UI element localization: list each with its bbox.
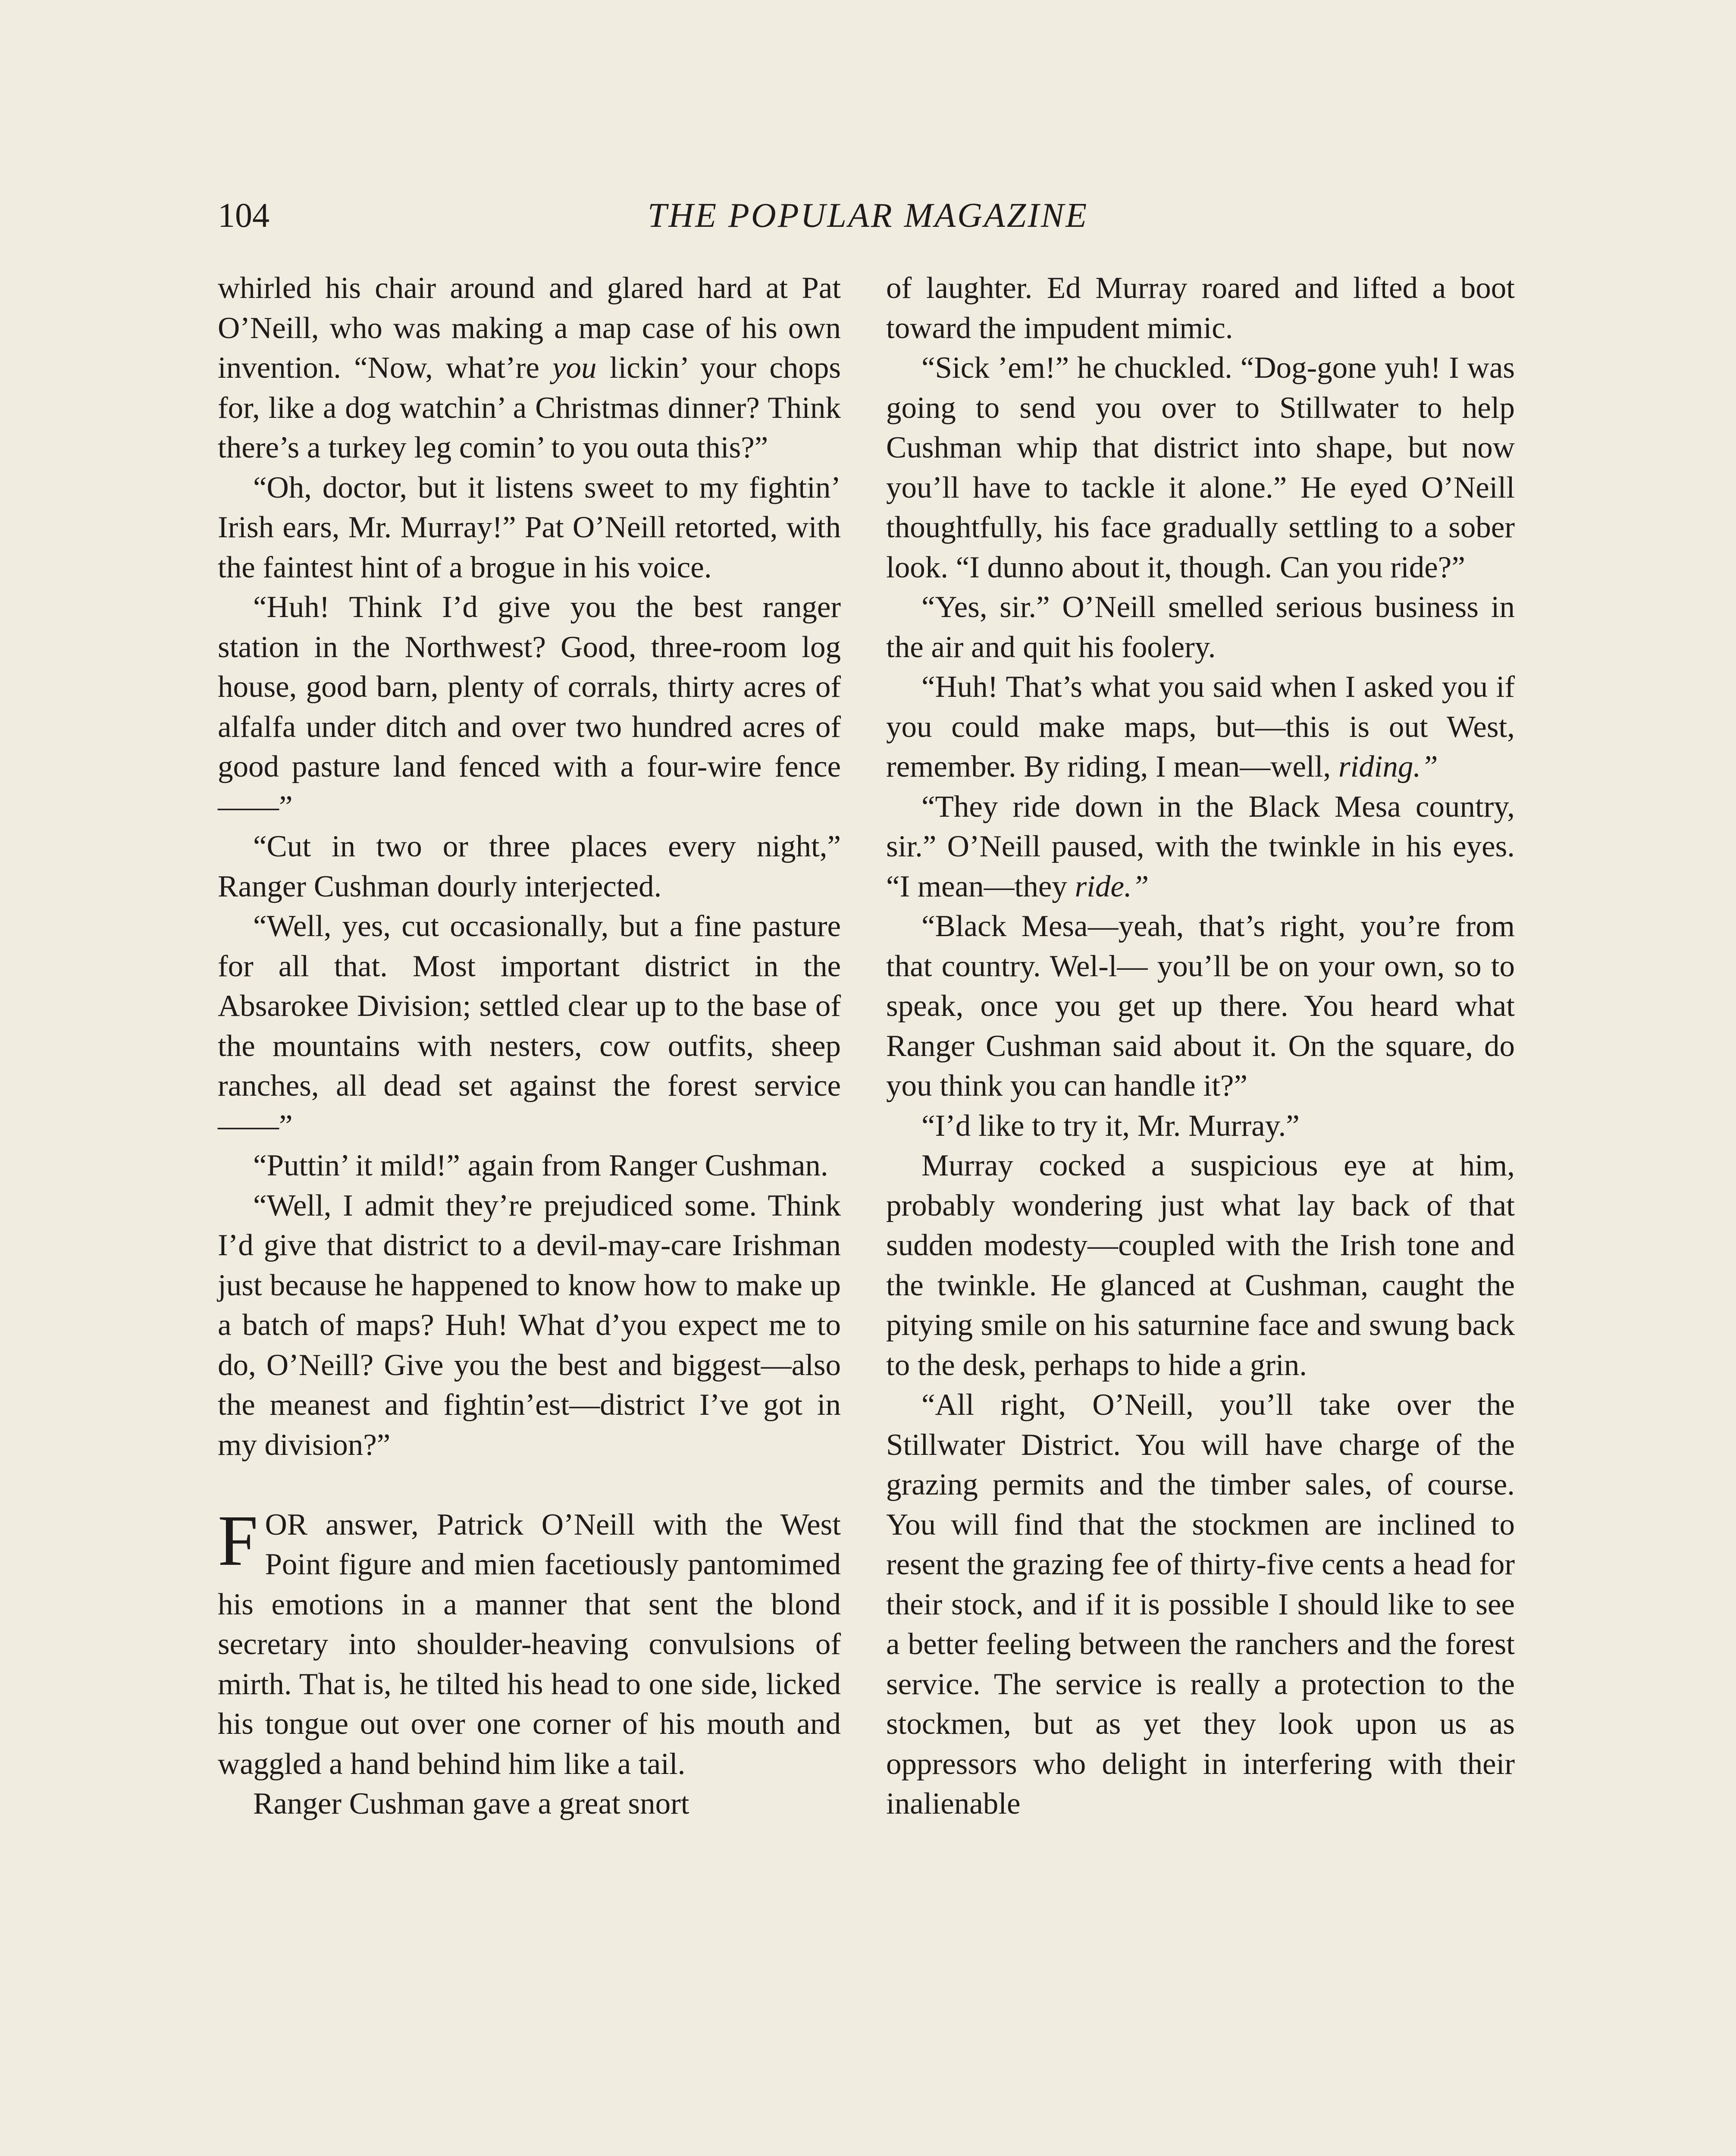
paragraph: “Puttin’ it mild!” again from Ranger Cushman.	[253, 1149, 828, 1182]
paragraph: of laughter. Ed Murray roared and lifted a boot toward the impudent mimic.	[886, 271, 1515, 345]
paragraph: “Huh! That’s what you said when I asked you if you could make maps, but—this is out West, remember. By riding, I mean—well, riding.”	[886, 670, 1515, 783]
paragraph: whirled his chair around and glared hard at Pat O’Neill, who was making a map case of his own invention. “Now, what’re you lickin’ your chops for, like a dog watchin’ a Christmas dinner? Think there’s a turkey leg comin’ to you outa this?”	[218, 271, 841, 464]
paragraph: “Well, yes, cut occasionally, but a fine pasture for all that. Most important district in the Absarokee Division; settled clear up to the base of the mountains with nesters, cow outfits, sheep ranches, all dead set against the forest service——”	[218, 909, 841, 1143]
page-header	[218, 190, 1518, 241]
paragraph: “Black Mesa—yeah, that’s right, you’re from that country. Wel-l— you’ll be on your own, so to speak, once you get up there. You heard what Ranger Cushman said about it. On the square, do you think you can handle it?”	[886, 909, 1515, 1103]
drop-cap: F	[218, 1500, 258, 1581]
paragraph: Murray cocked a suspicious eye at him, probably wondering just what lay back of that sudden modesty—coupled with the Irish tone and the twinkle. He glanced at Cushman, caught the pitying smile on his saturnine face and swung back to the desk, perhaps to hide a grin.	[886, 1149, 1515, 1382]
paragraph: “Sick ’em!” he chuckled. “Dog-gone yuh! I was going to send you over to Stillwater to help Cushman whip that district into shape, but now you’ll have to tackle it alone.” He eyed O’Neill thoughtfully, his face gradually settling to a sober look. “I dunno about it, though. Can you ride?”	[886, 351, 1515, 584]
paragraph: “All right, O’Neill, you’ll take over the Stillwater District. You will have charge of the grazing permits and the timber sales, of course. You will find that the stockmen are inclined to resent the grazing fee of thirty-five cents a head for their stock, and if it is possible I should like to see a better feeling between the ranchers and the forest service. The service is really a protection to the stockmen, but as yet they look upon us as oppressors who delight in interfering with their inalienable	[886, 1388, 1515, 1821]
paragraph: “They ride down in the Black Mesa country, sir.” O’Neill paused, with the twinkle in his eyes. “I mean—they ride.”	[886, 790, 1515, 903]
running-title: THE POPULAR MAGAZINE	[647, 197, 1089, 235]
paragraph: “Well, I admit they’re prejudiced some. Think I’d give that district to a devil-may-care Irishman just because he happened to know how to make up a batch of maps? Huh! What d’you expect me to do, O’Neill? Give you the best and biggest—also the meanest and fightin’est—district I’ve got in my division?”	[218, 1188, 841, 1462]
paragraph: “Huh! Think I’d give you the best ranger station in the Northwest? Good, three-room log house, good barn, plenty of corrals, thirty acres of alfalfa under ditch and over two hundred acres of good pasture land fenced with a four-wire fence——”	[218, 590, 841, 824]
paragraph: “Oh, doctor, but it listens sweet to my fightin’ Irish ears, Mr. Murray!” Pat O’Neill retorted, with the faintest hint of a brogue in his voice.	[218, 470, 841, 584]
paragraph: “Yes, sir.” O’Neill smelled serious business in the air and quit his foolery.	[886, 590, 1515, 664]
page-number: 104	[218, 197, 269, 235]
paragraph: Ranger Cushman gave a great snort	[253, 1787, 689, 1821]
paragraph: “I’d like to try it, Mr. Murray.”	[921, 1109, 1300, 1143]
section-paragraph: FOR answer, Patrick O’Neill with the West Point figure and mien facetiously pantomimed his emotions in a manner that sent the blond secretary into shoulder-heaving convulsions of mirth. That is, he tilted his head to one side, licked his tongue out over one corner of his mouth and waggled a hand behind him like a tail.	[218, 1500, 841, 1781]
left-column	[218, 268, 841, 1824]
right-column	[886, 268, 1515, 1824]
paragraph: “Cut in two or three places every night,” Ranger Cushman dourly interjected.	[218, 830, 841, 903]
